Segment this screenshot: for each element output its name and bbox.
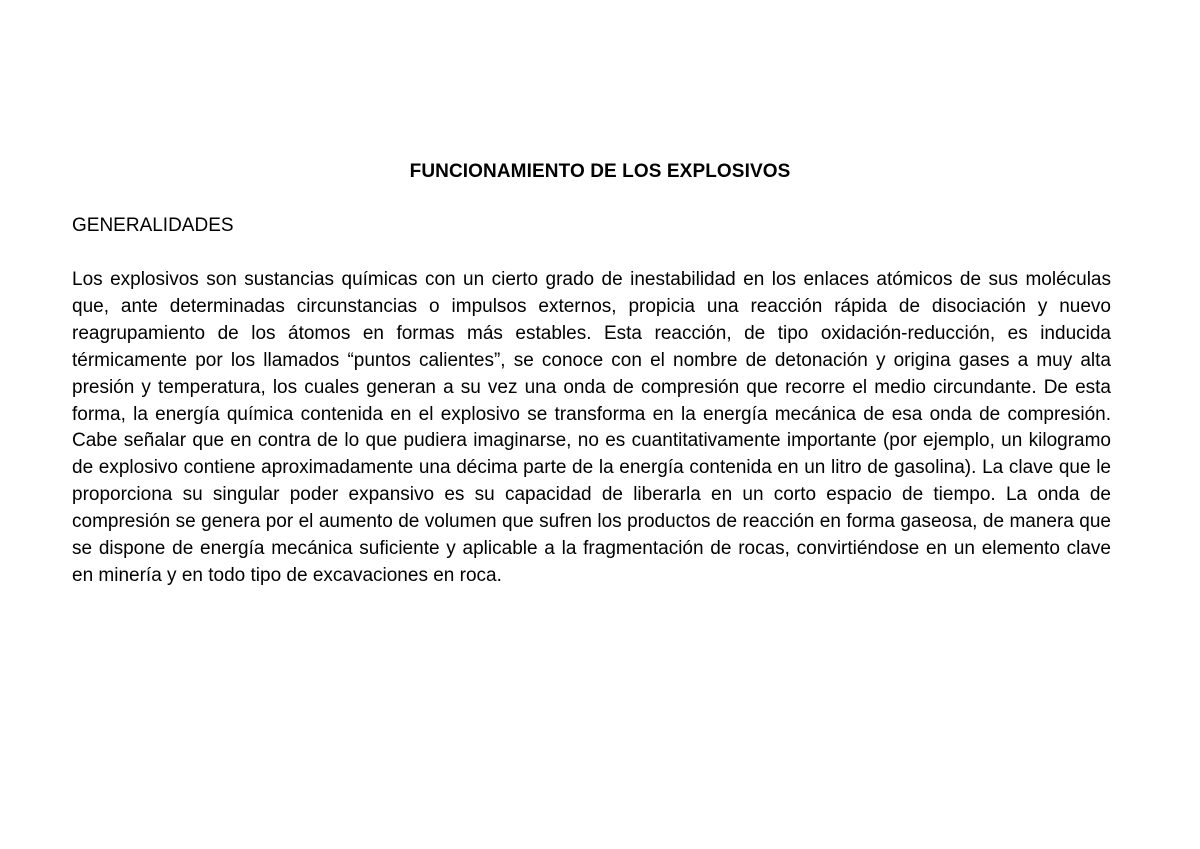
- body-paragraph: Los explosivos son sustancias químicas con un cierto grado de inestabilidad en los enlaces atómicos de sus moléculas que, ante determinadas circunstancias o impulsos externos, propicia una reacción rápida de disociación y nuevo reagrupamiento de los átomos en formas más estables. Esta reacción, de tipo oxidación-reducción, es inducida térmicamente por los llamados “puntos calientes”, se conoce con el nombre de detonación y origina gases a muy alta presión y temperatura, los cuales generan a su vez una onda de compresión que recorre el medio circundante. De esta forma, la energía química contenida en el explosivo se transforma en la energía mecánica de esa onda de compresión. Cabe señalar que en contra de lo que pudiera imaginarse, no es cuantitativamente importante (por ejemplo, un kilogramo de explosivo contiene aproximadamente una décima parte de la energía contenida en un litro de gasolina). La clave que le proporciona su singular poder expansivo es su capacidad de liberarla en un corto espacio de tiempo. La onda de compresión se genera por el aumento de volumen que sufren los productos de reacción en forma gaseosa, de manera que se dispone de energía mecánica suficiente y aplicable a la fragmentación de rocas, convirtiéndose en un elemento clave en minería y en todo tipo de excavaciones en roca.: [72, 269, 1111, 586]
- section-heading: GENERALIDADES: [72, 215, 234, 236]
- document-title: FUNCIONAMIENTO DE LOS EXPLOSIVOS: [409, 161, 791, 182]
